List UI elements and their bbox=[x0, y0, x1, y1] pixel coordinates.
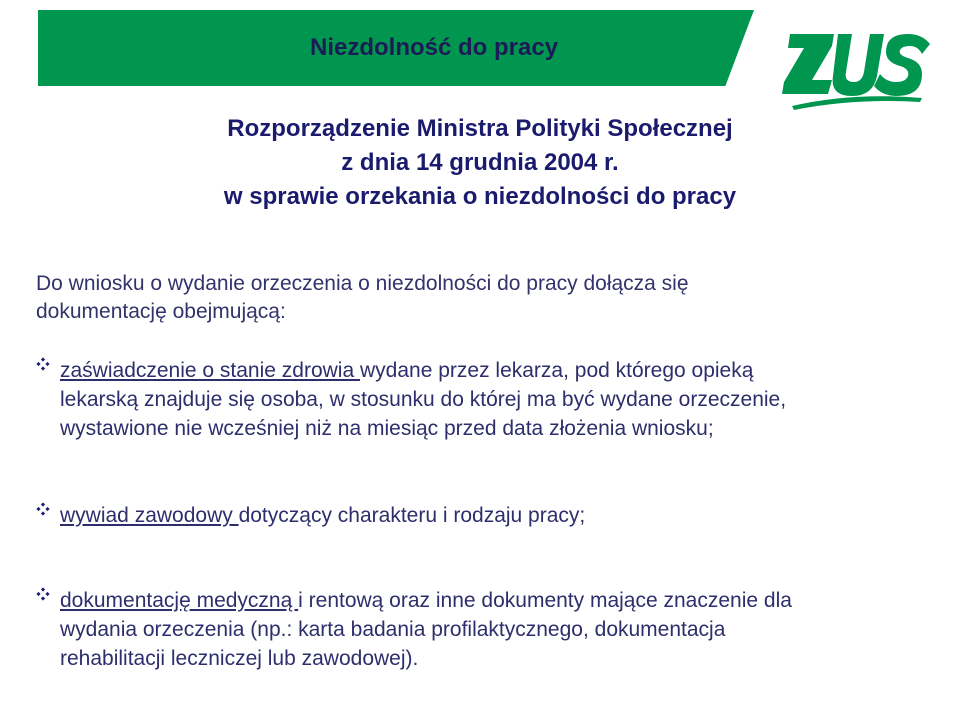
header-bar bbox=[0, 0, 960, 96]
bullet-3-line-3: rehabilitacji leczniczej lub zawodowej). bbox=[60, 647, 419, 670]
bullet-1-text: wydane przez lekarza, pod którego opieką bbox=[360, 359, 754, 382]
bullet-3-line-2: wydania orzeczenia (np.: karta badania profilaktycznego, dokumentacja bbox=[60, 618, 726, 641]
intro-paragraph bbox=[36, 270, 916, 326]
regulation-heading-line-2: z dnia 14 grudnia 2004 r. bbox=[341, 149, 619, 176]
diamond-bullet-icon bbox=[36, 501, 50, 519]
bullet-2-text: dotyczący charakteru i rodzaju pracy; bbox=[238, 504, 586, 527]
bullet-1-underlined: zaświadczenie o stanie zdrowia bbox=[60, 359, 360, 382]
list-item bbox=[36, 356, 926, 443]
diamond-bullet-icon bbox=[36, 586, 50, 604]
bullet-1-line-3: wystawione nie wcześniej niż na miesiąc przed data złożenia wniosku; bbox=[60, 417, 714, 440]
list-item bbox=[36, 586, 926, 673]
diamond-bullet-icon bbox=[36, 356, 50, 374]
intro-line-1: Do wniosku o wydanie orzeczenia o niezdolności do pracy dołącza się bbox=[36, 272, 689, 295]
bullet-2-underlined: wywiad zawodowy bbox=[60, 504, 239, 527]
list-item bbox=[36, 501, 926, 530]
regulation-heading-line-1: Rozporządzenie Ministra Polityki Społecznej bbox=[227, 115, 733, 142]
page-title: Niezdolność do pracy bbox=[310, 34, 559, 61]
intro-line-2: dokumentację obejmującą: bbox=[36, 300, 286, 323]
regulation-heading bbox=[130, 112, 830, 214]
bullet-1-line-2: lekarską znajduje się osoba, w stosunku do której ma być wydane orzeczenie, bbox=[60, 388, 787, 411]
bullet-3-underlined: dokumentację medyczną bbox=[60, 589, 299, 612]
zus-logo-icon bbox=[782, 22, 932, 112]
bullet-3-text: i rentową oraz inne dokumenty mające znaczenie dla bbox=[298, 589, 792, 612]
regulation-heading-line-3: w sprawie orzekania o niezdolności do pracy bbox=[223, 183, 737, 210]
